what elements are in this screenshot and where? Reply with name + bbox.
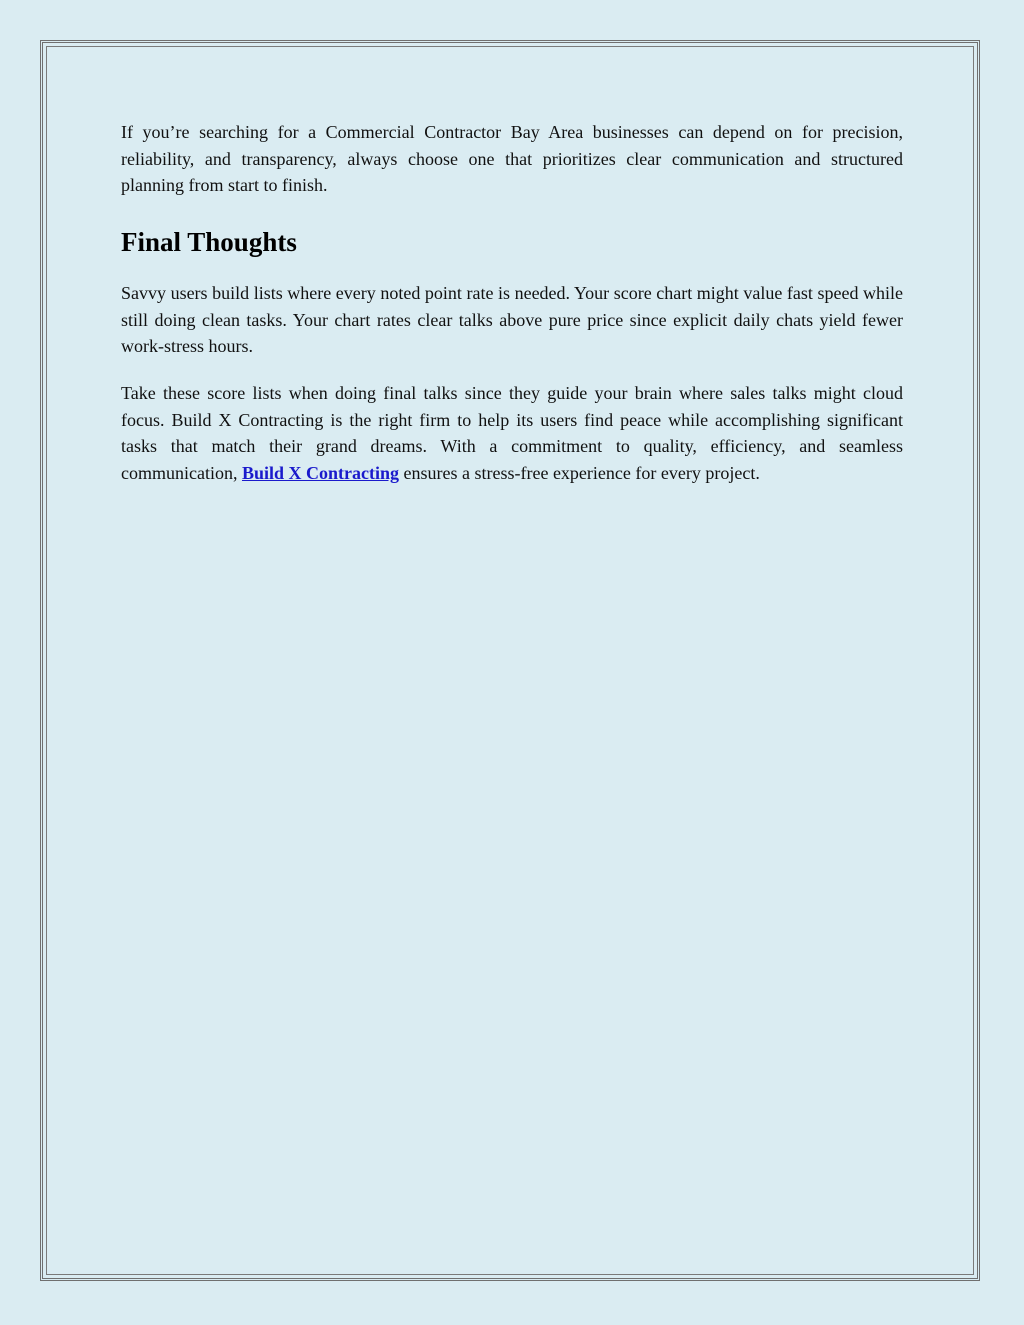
closing-paragraph [121, 380, 903, 486]
document-body [121, 119, 903, 486]
closing-paragraph-text: Take these score lists when doing final talks since they guide your brain where sales talks might cloud focus. Build X Contracting is the right firm to help its users find peace while accomplishing significant tasks that match their grand dreams. With a commitment to quality, efficiency, and seamless communication, [121, 382, 903, 483]
build-x-contracting-link[interactable]: Build X Contracting [241, 462, 400, 483]
savvy-paragraph: Savvy users build lists where every noted point rate is needed. Your score chart might value fast speed while still doing clean tasks. Your chart rates clear talks above pure price since explicit daily chats yield fewer work-stress hours. [121, 283, 903, 357]
section-heading: Final Thoughts [121, 226, 297, 257]
intro-paragraph: If you’re searching for a Commercial Contractor Bay Area businesses can depend on for precision, reliability, and transparency, always choose one that prioritizes clear communication and structured planning from start to finish. [121, 122, 903, 196]
closing-paragraph-tail: ensures a stress-free experience for every project. [399, 462, 760, 483]
